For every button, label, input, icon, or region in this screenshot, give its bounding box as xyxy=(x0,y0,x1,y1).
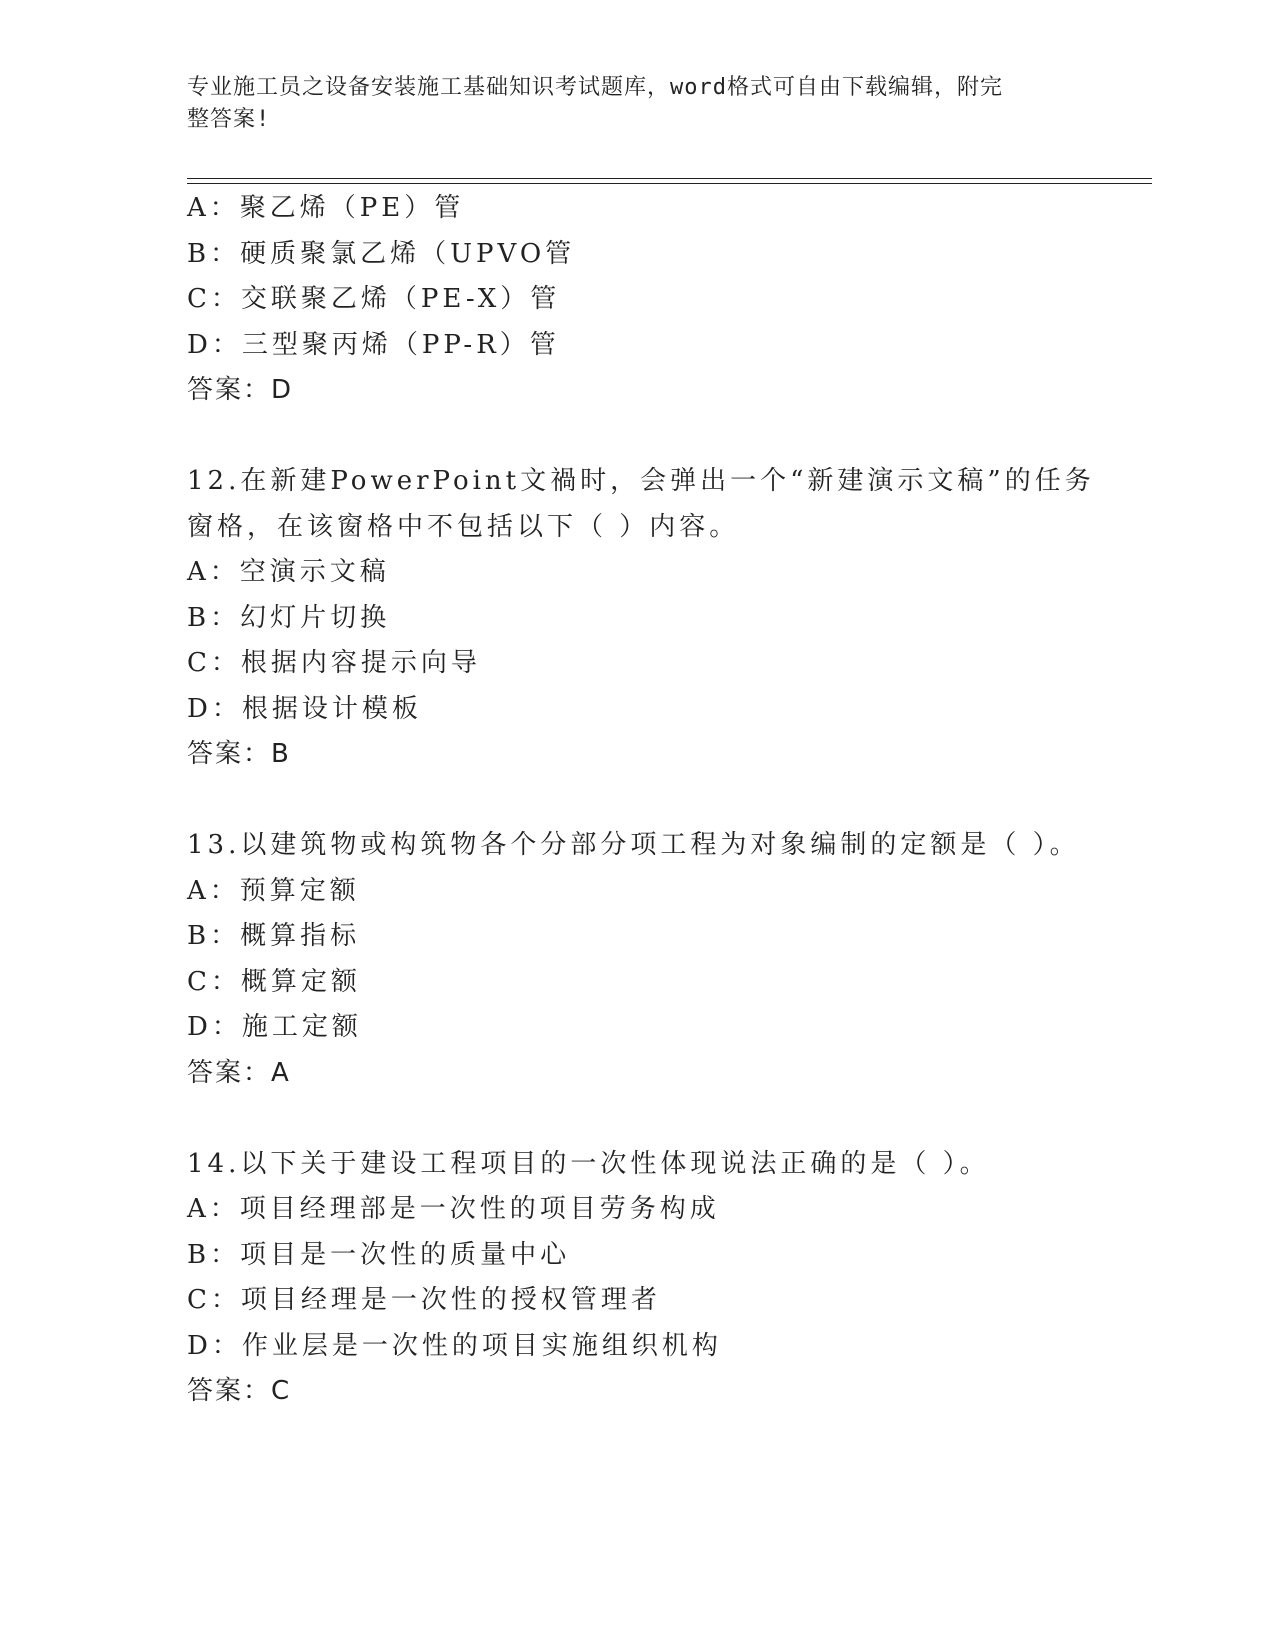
question-stem-line-1: 13.以建筑物或构筑物各个分部分项工程为对象编制的定额是（ ）。 xyxy=(187,830,1080,860)
option-d: D：根据设计模板 xyxy=(187,693,422,724)
option-d: D：施工定额 xyxy=(187,1012,362,1042)
option-b: B：硬质聚氯乙烯（UPVO管 xyxy=(187,238,576,269)
header-line-2: 整答案! xyxy=(187,107,271,132)
option-d: D：作业层是一次性的项目实施组织机构 xyxy=(187,1330,722,1361)
option-a: A：预算定额 xyxy=(187,875,360,906)
question-stem-line-1: 14.以下关于建设工程项目的一次性体现说法正确的是（ ）。 xyxy=(187,1148,990,1179)
option-b: B：概算指标 xyxy=(187,921,361,951)
header-line-1: 专业施工员之设备安装施工基础知识考试题库，word格式可自由下载编辑，附完 xyxy=(187,75,1003,100)
answer: 答案：C xyxy=(187,1376,292,1406)
answer: 答案：D xyxy=(187,375,294,405)
option-a: A：空演示文稿 xyxy=(187,557,390,587)
spacer xyxy=(187,414,1152,460)
question-13 xyxy=(187,823,1152,1096)
option-c: C：根据内容提示向导 xyxy=(187,648,481,678)
header-divider-top xyxy=(187,178,1152,179)
question-stem-line-2: 窗格，在该窗格中不包括以下（ ）内容。 xyxy=(187,511,740,542)
question-14 xyxy=(187,1142,1152,1415)
option-c: C：交联聚乙烯（PE-X）管 xyxy=(187,284,561,314)
option-d: D：三型聚丙烯（PP-R）管 xyxy=(187,329,560,360)
option-b: B：项目是一次性的质量中心 xyxy=(187,1239,571,1270)
question-11 xyxy=(187,186,1152,414)
spacer xyxy=(187,778,1152,824)
header-divider-bottom xyxy=(187,183,1152,184)
answer: 答案：A xyxy=(187,1057,291,1088)
question-stem-line-1: 12.在新建PowerPoint文禍时，会弹出一个“新建演示文稿”的任务 xyxy=(187,466,1095,496)
spacer xyxy=(187,1096,1152,1142)
question-list xyxy=(187,186,1152,1415)
answer: 答案：B xyxy=(187,739,291,769)
option-a: A：项目经理部是一次性的项目劳务构成 xyxy=(187,1194,720,1224)
option-b: B：幻灯片切换 xyxy=(187,602,391,633)
option-a: A：聚乙烯（PE）管 xyxy=(187,193,465,223)
option-c: C：概算定额 xyxy=(187,966,361,997)
option-c: C：项目经理是一次性的授权管理者 xyxy=(187,1285,661,1315)
question-12 xyxy=(187,459,1152,778)
document-header xyxy=(187,72,1067,136)
